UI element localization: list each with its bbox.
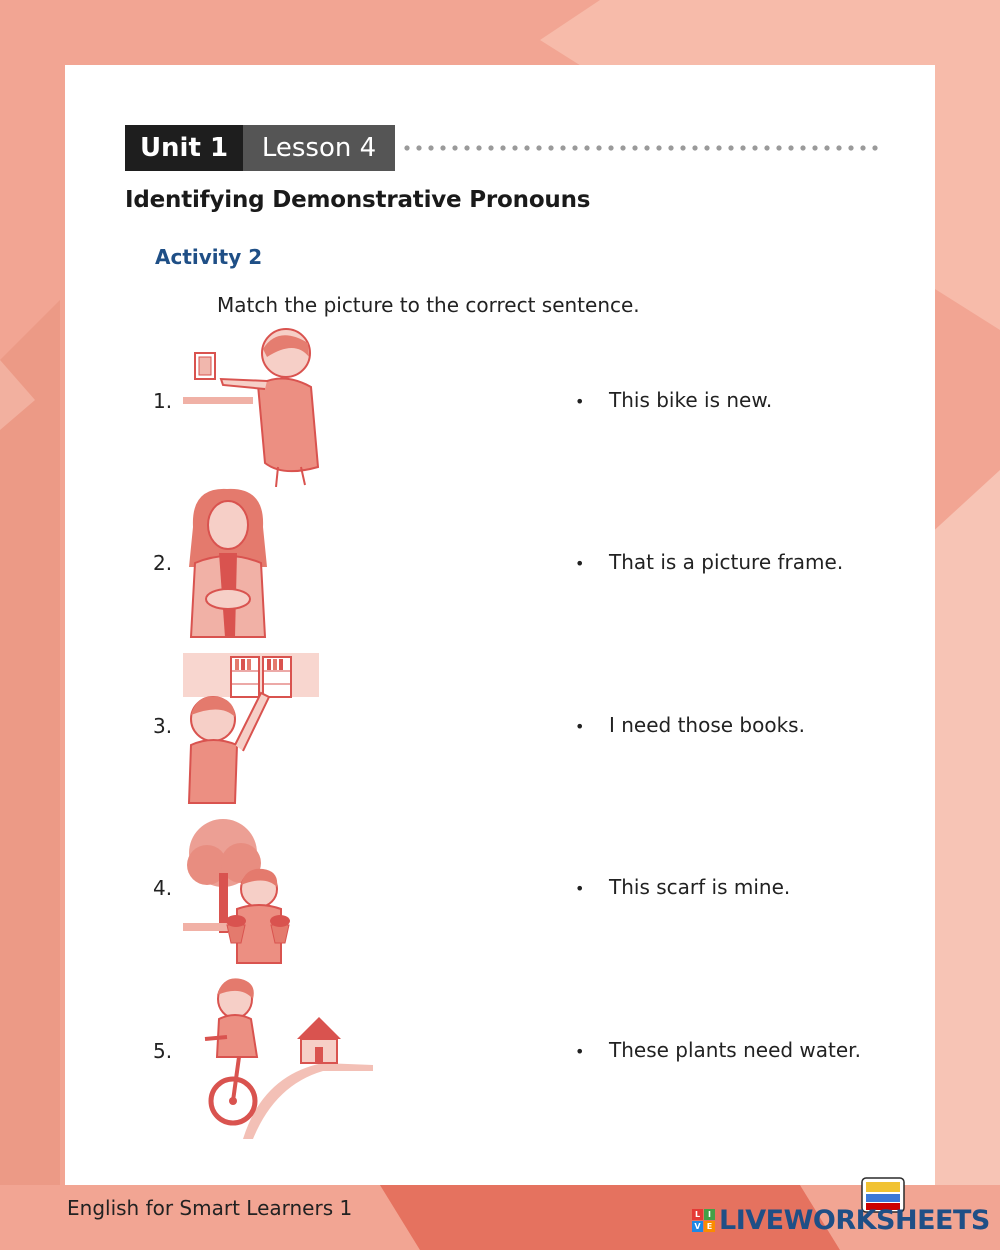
bullet: •	[575, 717, 585, 736]
sentence-option[interactable]: That is a picture frame.	[609, 550, 844, 574]
instruction-text: Match the picture to the correct sentence.	[217, 293, 640, 317]
boy-pointing-at-picture-frame-image[interactable]	[183, 327, 323, 487]
bullet: •	[575, 879, 585, 898]
logo-letter: I	[704, 1209, 715, 1220]
girl-with-scarf-image[interactable]	[183, 487, 273, 643]
liveworksheets-text: LIVEWORKSHEETS	[719, 1205, 990, 1236]
sentence-option[interactable]: These plants need water.	[609, 1038, 861, 1062]
boy-reaching-for-bookshelf-image[interactable]	[183, 653, 319, 807]
page-title: Identifying Demonstrative Pronouns	[125, 187, 591, 213]
sentence-option[interactable]: This scarf is mine.	[609, 875, 791, 899]
boy-holding-potted-plants-near-tree-image[interactable]	[183, 813, 303, 969]
bullet: •	[575, 392, 585, 411]
logo-letter: L	[692, 1209, 703, 1220]
activity-heading: Activity 2	[155, 245, 263, 269]
item-number: 2.	[153, 551, 173, 575]
sentence-option[interactable]: This bike is new.	[609, 388, 773, 412]
book-title: English for Smart Learners 1	[67, 1196, 353, 1220]
bullet: •	[575, 554, 585, 573]
girl-riding-bike-near-house-image[interactable]	[183, 975, 373, 1139]
worksheet-page	[65, 65, 935, 1185]
unit-label: Unit 1	[125, 125, 243, 171]
unit-lesson-header	[125, 125, 395, 171]
bullet: •	[575, 1042, 585, 1061]
item-number: 4.	[153, 876, 173, 900]
item-number: 5.	[153, 1039, 173, 1063]
live-letters-icon	[692, 1209, 715, 1232]
lesson-label: Lesson 4	[243, 125, 395, 171]
item-number: 3.	[153, 714, 173, 738]
logo-letter: V	[692, 1221, 703, 1232]
logo-letter: E	[704, 1221, 715, 1232]
liveworksheets-logo[interactable]	[692, 1205, 990, 1236]
item-number: 1.	[153, 389, 173, 413]
dotted-divider	[401, 145, 881, 151]
sentence-option[interactable]: I need those books.	[609, 713, 805, 737]
